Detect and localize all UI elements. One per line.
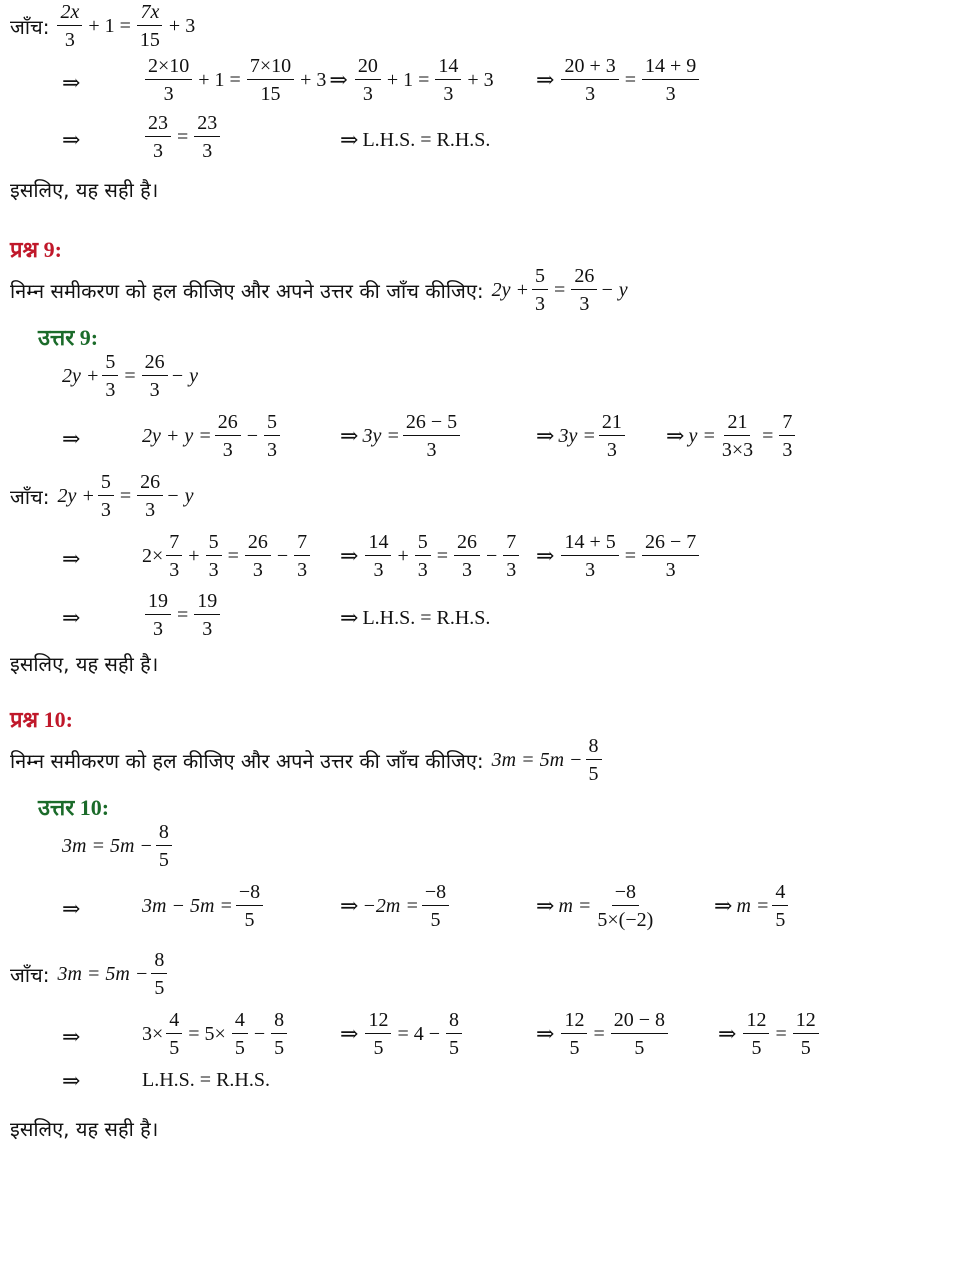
conclusion-text: इसलिए, यह सही है।	[10, 178, 159, 202]
fraction: $\frac{14 + 5}{3}$	[561, 532, 618, 580]
fraction: $\frac{26 - 7}{3}$	[642, 532, 699, 580]
check-label: जाँच:	[10, 14, 50, 39]
check-line-9: जाँच: 2y + $\frac{5}{3}$ = $\frac{26}{3}$ − y	[10, 471, 194, 521]
implies-arrow: ⇒	[62, 1068, 81, 1093]
implies-arrow: ⇒	[62, 605, 81, 630]
check-line-q8: जाँच: $\frac{2x}{3}$ + 1 = $\frac{7x}{15}$ + 3	[10, 1, 196, 51]
fraction: $\frac{-8}{5}$	[236, 882, 263, 930]
equation-10: 3m = 5m − $\frac{8}{5}$	[62, 822, 175, 870]
check-label: जाँच:	[10, 484, 50, 509]
step-line: ⇒ $\frac{12}{5}$ = 4 − $\frac{8}{5}$	[340, 1010, 465, 1058]
fraction: $\frac{4}{5}$	[772, 882, 788, 930]
question-prompt-9: निम्न समीकरण को हल कीजिए और अपने उत्तर की जाँच कीजिए: 2y + $\frac{5}{3}$ = $\frac{26}{3}$ − y	[10, 265, 628, 315]
step-line: ⇒ y = $\frac{21}{3\times 3}$ = $\frac{7}{3}$	[666, 412, 798, 460]
fraction: $\frac{14 + 9}{3}$	[642, 56, 699, 104]
fraction: $\frac{7}{3}$	[779, 412, 795, 460]
fraction: $\frac{2x}{3}$	[57, 2, 82, 50]
fraction: $\frac{5}{3}$	[264, 412, 280, 460]
check-label: जाँच:	[10, 962, 50, 987]
implies-arrow: ⇒	[62, 426, 81, 451]
step-line: 3m − 5m = $\frac{-8}{5}$	[142, 882, 266, 930]
fraction: $\frac{7x}{15}$	[137, 2, 163, 50]
fraction: $\frac{19}{3}$	[194, 591, 220, 639]
fraction: $\frac{8}{5}$	[446, 1010, 462, 1058]
fraction: $\frac{26}{3}$	[454, 532, 480, 580]
fraction: $\frac{-8}{5}$	[422, 882, 449, 930]
fraction: $\frac{20 - 8}{5}$	[611, 1010, 668, 1058]
fraction: $\frac{26}{3}$	[245, 532, 271, 580]
step-line: ⇒ $\frac{12}{5}$ = $\frac{12}{5}$	[718, 1010, 822, 1058]
step-line: $\frac{2\times 10}{3}$ + 1 = $\frac{7\times 10}{15}$ + 3 ⇒ $\frac{20}{3}$ + 1 = $\frac{14}{3}$ + 3	[142, 56, 497, 104]
fraction: $\frac{26}{3}$	[215, 412, 241, 460]
fraction: $\frac{26}{3}$	[142, 352, 168, 400]
step-line: ⇒ $\frac{20 + 3}{3}$ = $\frac{14 + 9}{3}$	[536, 56, 702, 104]
implies-arrow: ⇒	[62, 127, 81, 152]
lhs-rhs-line: ⇒ L.H.S. = R.H.S.	[340, 127, 491, 152]
lhs-rhs-line: L.H.S. = R.H.S.	[142, 1069, 270, 1091]
step-line: ⇒ 3y = $\frac{21}{3}$	[536, 412, 628, 460]
fraction: $\frac{8}{5}$	[586, 736, 602, 784]
fraction: $\frac{8}{5}$	[271, 1010, 287, 1058]
equation-9: 2y + $\frac{5}{3}$ = $\frac{26}{3}$ − y	[62, 351, 199, 401]
fraction: $\frac{7}{3}$	[294, 532, 310, 580]
fraction: $\frac{7\times 10}{15}$	[247, 56, 294, 104]
step-line: $\frac{23}{3}$ = $\frac{23}{3}$	[142, 113, 223, 161]
fraction: $\frac{23}{3}$	[145, 113, 171, 161]
conclusion-text: इसलिए, यह सही है।	[10, 652, 159, 676]
answer-heading-9: उत्तर 9:	[38, 325, 99, 351]
fraction: $\frac{20 + 3}{3}$	[561, 56, 618, 104]
fraction: $\frac{2\times 10}{3}$	[145, 56, 192, 104]
answer-heading-10: उत्तर 10:	[38, 795, 110, 821]
fraction: $\frac{8}{5}$	[151, 950, 167, 998]
step-line: $\frac{19}{3}$ = $\frac{19}{3}$	[142, 591, 223, 639]
step-line: 3× $\frac{4}{5}$ = 5× $\frac{4}{5}$ − $\frac{8}{5}$	[142, 1010, 290, 1058]
step-line: ⇒ m = $\frac{4}{5}$	[714, 882, 791, 930]
question-heading-10: प्रश्न 10:	[10, 707, 73, 733]
fraction: $\frac{26}{3}$	[137, 472, 163, 520]
step-line: ⇒ $\frac{14 + 5}{3}$ = $\frac{26 - 7}{3}$	[536, 532, 702, 580]
fraction: $\frac{5}{3}$	[102, 352, 118, 400]
step-line: ⇒ −2m = $\frac{-8}{5}$	[340, 882, 452, 930]
fraction: $\frac{7}{3}$	[166, 532, 182, 580]
question-heading-9: प्रश्न 9:	[10, 237, 62, 263]
step-line: ⇒ m = $\frac{-8}{5\times(-2)}$	[536, 882, 659, 930]
fraction: $\frac{12}{5}$	[561, 1010, 587, 1058]
fraction: $\frac{20}{3}$	[355, 56, 381, 104]
implies-arrow: ⇒	[62, 1024, 81, 1049]
fraction: $\frac{5}{3}$	[532, 266, 548, 314]
fraction: $\frac{26 - 5}{3}$	[403, 412, 460, 460]
fraction: $\frac{12}{5}$	[743, 1010, 769, 1058]
fraction: $\frac{14}{3}$	[365, 532, 391, 580]
fraction: $\frac{19}{3}$	[145, 591, 171, 639]
step-line: 2× $\frac{7}{3}$ + $\frac{5}{3}$ = $\frac{26}{3}$ − $\frac{7}{3}$	[142, 532, 313, 580]
fraction: $\frac{5}{3}$	[415, 532, 431, 580]
implies-arrow: ⇒	[62, 546, 81, 571]
fraction: $\frac{21}{3}$	[599, 412, 625, 460]
fraction: $\frac{21}{3\times 3}$	[721, 411, 754, 461]
lhs-rhs-line: ⇒ L.H.S. = R.H.S.	[340, 605, 491, 630]
fraction: $\frac{5}{3}$	[206, 532, 222, 580]
conclusion-text: इसलिए, यह सही है।	[10, 1117, 159, 1141]
fraction: $\frac{12}{5}$	[365, 1010, 391, 1058]
fraction: $\frac{7}{3}$	[503, 532, 519, 580]
step-line: 2y + y = $\frac{26}{3}$ − $\frac{5}{3}$	[142, 412, 283, 460]
question-prompt-10: निम्न समीकरण को हल कीजिए और अपने उत्तर की जाँच कीजिए: 3m = 5m − $\frac{8}{5}$	[10, 736, 605, 784]
step-line: ⇒ 3y = $\frac{26 - 5}{3}$	[340, 412, 463, 460]
fraction: $\frac{26}{3}$	[571, 266, 597, 314]
fraction: $\frac{23}{3}$	[194, 113, 220, 161]
check-line-10: जाँच: 3m = 5m − $\frac{8}{5}$	[10, 950, 170, 998]
implies-arrow: ⇒	[62, 70, 81, 95]
fraction: $\frac{12}{5}$	[793, 1010, 819, 1058]
fraction: $\frac{14}{3}$	[435, 56, 461, 104]
fraction: $\frac{-8}{5\times(-2)}$	[597, 881, 654, 931]
implies-arrow: ⇒	[62, 896, 81, 921]
fraction: $\frac{8}{5}$	[156, 822, 172, 870]
step-line: ⇒ $\frac{14}{3}$ + $\frac{5}{3}$ = $\frac{26}{3}$ − $\frac{7}{3}$	[340, 532, 522, 580]
fraction: $\frac{4}{5}$	[232, 1010, 248, 1058]
step-line: ⇒ $\frac{12}{5}$ = $\frac{20 - 8}{5}$	[536, 1010, 671, 1058]
fraction: $\frac{5}{3}$	[98, 472, 114, 520]
fraction: $\frac{4}{5}$	[166, 1010, 182, 1058]
